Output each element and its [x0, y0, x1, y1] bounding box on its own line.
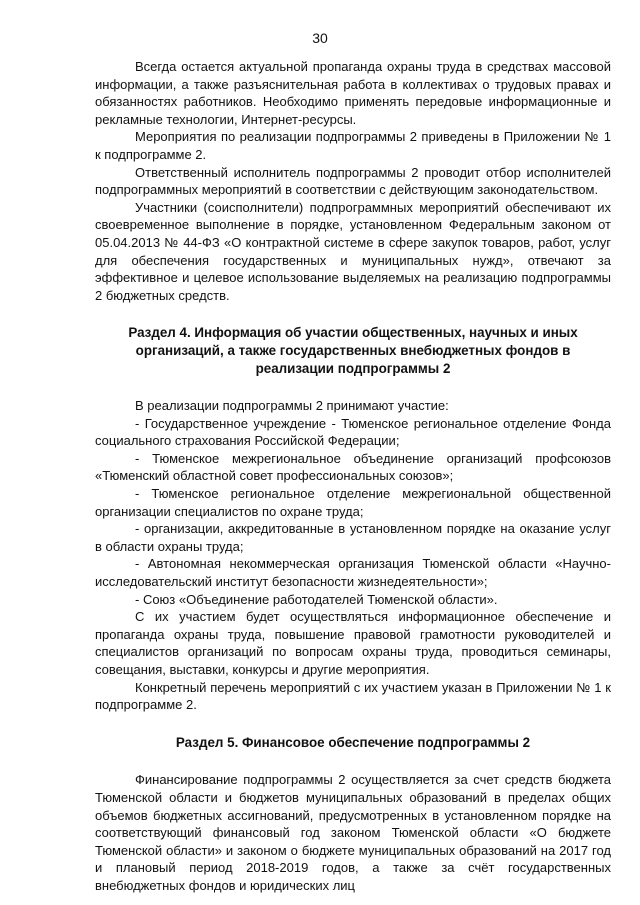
participant-item: - организации, аккредитованные в установленном порядке на оказание услуг в области охраны труда; [95, 521, 611, 554]
participant-item: - Тюменское региональное отделение межрегиональной общественной организации специалистов по охране труда; [95, 486, 611, 519]
participant-item: - Государственное учреждение - Тюменское региональное отделение Фонда социального страхования Российской Федерации; [95, 415, 611, 449]
section-4-paragraph: Конкретный перечень мероприятий с их участием указан в Приложении № 1 к подпрограмме 2. [95, 679, 611, 713]
intro-paragraph: Ответственный исполнитель подпрограммы 2 проводит отбор исполнителей подпрограммных мероприятий в соответствии с действующим законодательством. [95, 164, 611, 198]
intro-paragraph: Всегда остается актуальной пропаганда охраны труда в средствах массовой информации, а также разъяснительная работа в коллективах о трудовых правах и обязанностях работников. Необходимо применять передовые информационные и рекламные технологии, Интернет-ресурсы. [95, 59, 611, 127]
section-5-paragraph: Финансирование подпрограммы 2 осуществляется за счет средств бюджета Тюменской области и бюджетов муниципальных образований в пределах общих объемов бюджетных ассигнований, предусмотренных в установленном порядке на соответствующий финансовый год законом Тюменской области «О бюджете Тюменской области» и законом о бюджете муниципальных образований на 2017 год и плановый период 2018-2019 годов, а также за счёт государственных внебюджетных фондов и юридических лиц [95, 772, 611, 893]
section-4-lead: В реализации подпрограммы 2 принимают участие: [135, 398, 449, 414]
participant-item: - Автономная некоммерческая организация Тюменской области «Научно-исследовательский институт безопасности жизнедеятельности»; [95, 556, 611, 590]
intro-paragraph: Участники (соисполнители) подпрограммных мероприятий обеспечивают их своевременное выполнение в порядке, установленном Федеральным законом от 05.04.2013 № 44-ФЗ «О контрактной системе в сфере закупок товаров, работ, услуг для обеспечения государственных и муниципальных нужд», отвечают за эффективное и целевое использование выделяемых на реализацию подпрограммы 2 бюджетных средств. [95, 199, 611, 303]
page-number: 30 [312, 30, 328, 46]
section-5-title: Раздел 5. Финансовое обеспечение подпрограммы 2 [175, 734, 531, 750]
section-4-title: Раздел 4. Информация об участии общественных, научных и иных организаций, а также государственных внебюджетных фондов в реализации подпрограммы 2 [128, 325, 578, 376]
participant-item: - Союз «Объединение работодателей Тюменской области». [135, 591, 498, 607]
document-body [95, 58, 611, 895]
intro-paragraph: Мероприятия по реализации подпрограммы 2 приведены в Приложении № 1 к подпрограмме 2. [95, 129, 611, 162]
participant-item: - Тюменское межрегиональное объединение организаций профсоюзов «Тюменский областной совет профессиональных союзов»; [95, 450, 611, 484]
section-4-paragraph: С их участием будет осуществляться информационное обеспечение и пропаганда охраны труда, повышение правовой грамотности руководителей и специалистов организаций по вопросам охраны труда, проводиться семинары, совещания, выставки, конкурсы и другие мероприятия. [95, 609, 611, 677]
